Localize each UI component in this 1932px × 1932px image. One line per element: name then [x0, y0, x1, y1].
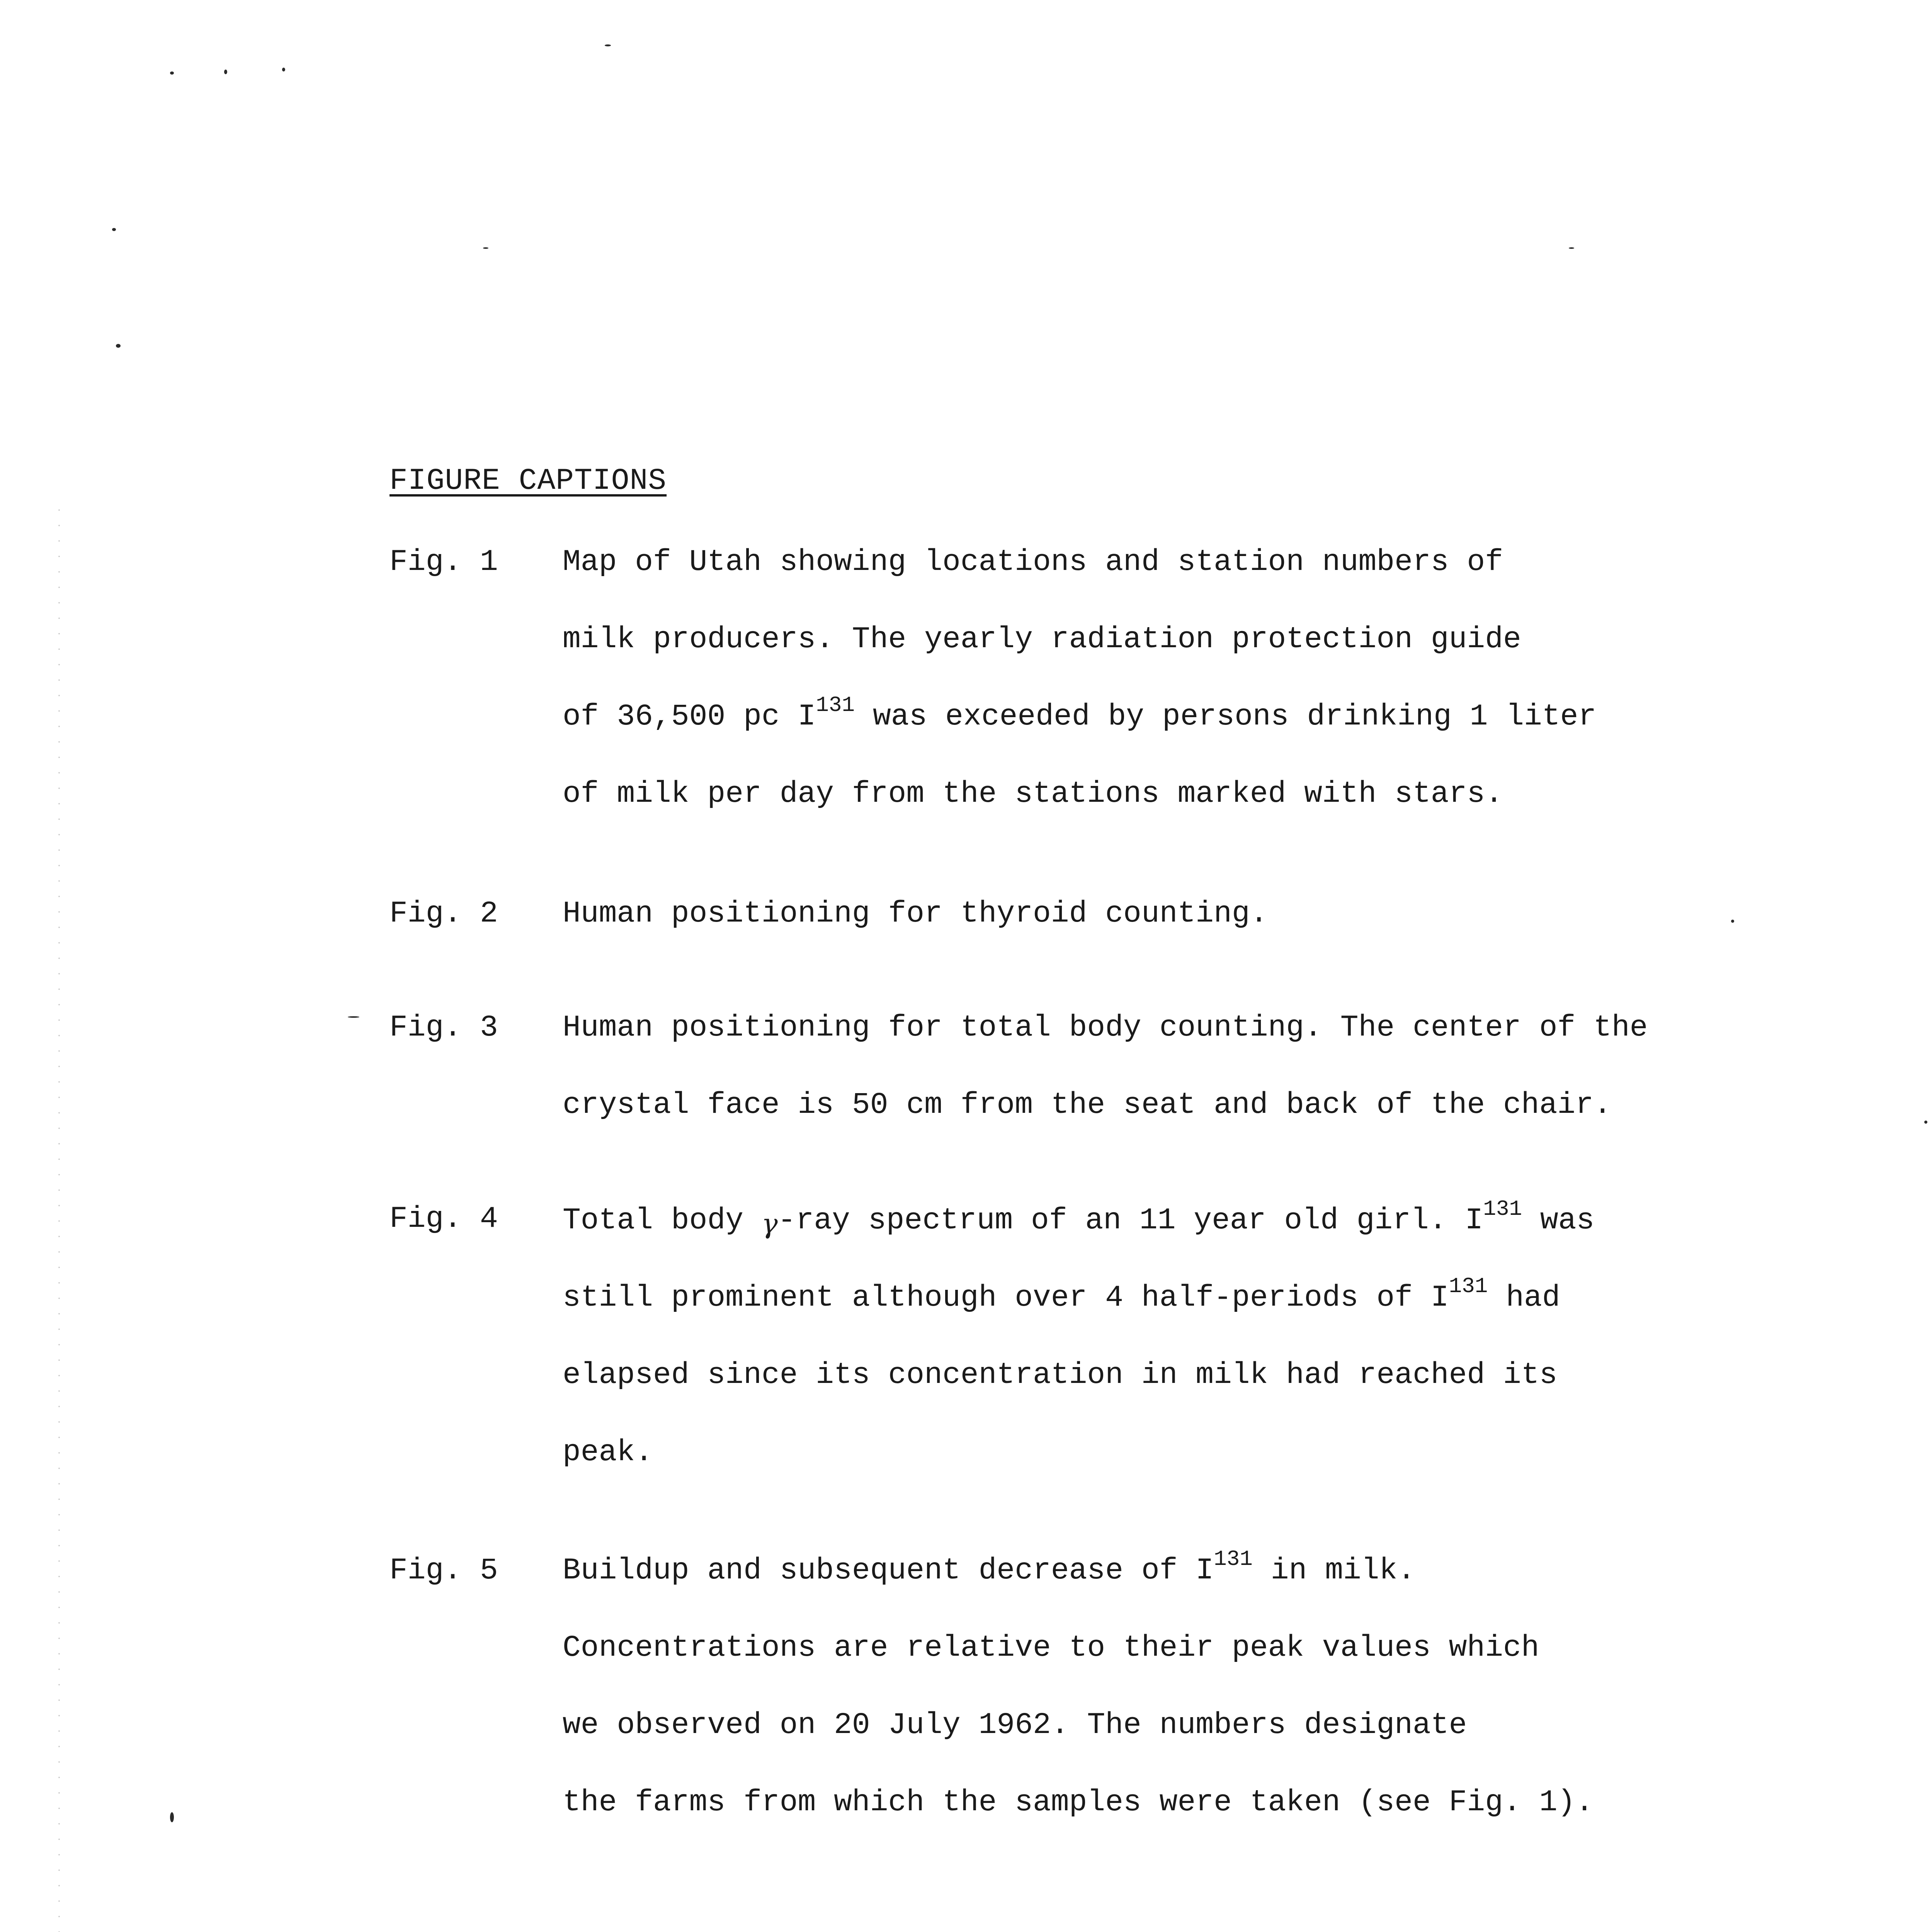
caption-text: [563, 1532, 1776, 1841]
isotope-superscript: 131: [1449, 1274, 1488, 1299]
scan-speck: [1569, 247, 1574, 249]
caption-line: of milk per day from the stations marked with stars.: [563, 777, 1503, 811]
caption-text: [563, 524, 1776, 833]
caption-line: Human positioning for thyroid counting.: [563, 897, 1268, 931]
figure-label: Fig. 4: [389, 1202, 498, 1236]
scan-speck: [1924, 1121, 1927, 1124]
scan-speck: [605, 44, 611, 46]
figure-label: Fig. 3: [389, 1011, 498, 1045]
caption-text: [563, 1180, 1776, 1491]
isotope-superscript: 131: [1214, 1547, 1253, 1571]
caption-line: Concentrations are relative to their peak values which: [563, 1631, 1539, 1665]
isotope-superscript: 131: [816, 693, 855, 718]
caption-text: [563, 989, 1776, 1144]
caption-line: the farms from which the samples were taken (see Fig. 1).: [563, 1786, 1594, 1820]
figure-label: Fig. 5: [389, 1554, 498, 1588]
figure-label: Fig. 1: [389, 545, 498, 579]
gamma-symbol: γ: [761, 1208, 778, 1240]
scan-speck: [483, 247, 488, 249]
figure-label: Fig. 2: [389, 897, 498, 931]
scan-speck: [282, 68, 285, 71]
caption-line: elapsed since its concentration in milk had reached its: [563, 1358, 1558, 1392]
caption-text: [563, 875, 1776, 952]
caption-line: Buildup and subsequent decrease of $I^{131}$ in milk.: [563, 1547, 1416, 1588]
scan-speck: [224, 70, 227, 74]
caption-line: crystal face is 50 cm from the seat and back of the chair.: [563, 1088, 1612, 1122]
caption-line: still prominent although over 4 half-periods of $I^{131}$ had: [563, 1274, 1560, 1315]
caption-line: Human positioning for total body counting. The center of the: [563, 1011, 1648, 1045]
scan-speck: [170, 1812, 174, 1822]
caption-line: we observed on 20 July 1962. The numbers designate: [563, 1708, 1467, 1742]
scan-speck: [170, 71, 174, 75]
caption-line: peak.: [563, 1435, 653, 1469]
caption-line: Map of Utah showing locations and station numbers of: [563, 545, 1503, 579]
caption-line: Total body γ-ray spectrum of an 11 year old girl. $I^{131}$ was: [563, 1197, 1595, 1240]
page-title: FIGURE CAPTIONS: [389, 464, 667, 498]
caption-line: milk producers. The yearly radiation protection guide: [563, 622, 1521, 656]
scan-speck: [116, 344, 121, 348]
scan-edge-artifact: [58, 502, 60, 1932]
scan-speck: [112, 228, 116, 231]
isotope-superscript: 131: [1483, 1197, 1522, 1221]
caption-line: of 36,500 pc $I^{131}$ was exceeded by persons drinking 1 liter: [563, 693, 1597, 734]
scan-speck: [348, 1016, 359, 1018]
